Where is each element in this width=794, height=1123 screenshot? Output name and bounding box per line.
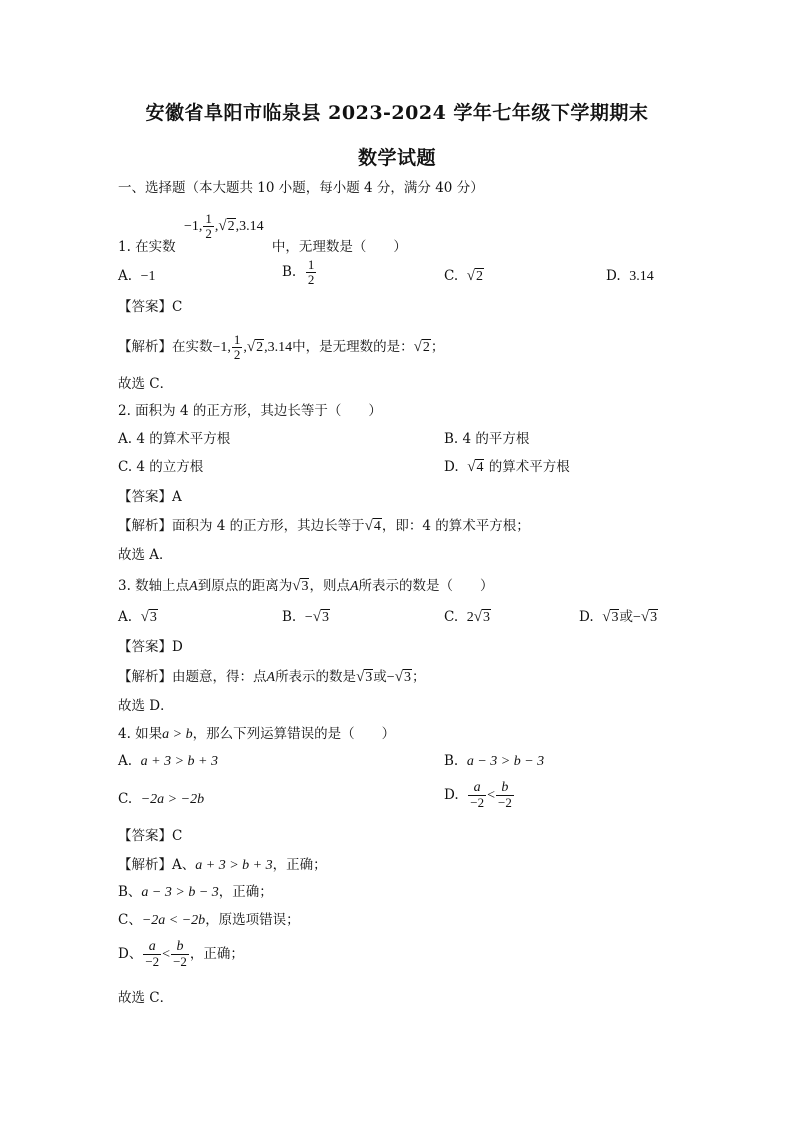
q4-an-a-prefix: 【解析】A、: [118, 857, 196, 873]
q4-an-d-den1: −2: [145, 954, 160, 969]
q3-analysis-rad1: 3: [365, 670, 373, 685]
q1-b-label: B.: [282, 264, 297, 280]
q1-b-den: 2: [307, 272, 315, 287]
q1-option-b: [282, 258, 317, 287]
q3-option-b: B. −√3: [282, 609, 329, 625]
q3-analysis-rad2: 3: [403, 670, 411, 685]
q3-analysis-point: A: [266, 670, 276, 685]
q4-analysis-d: [118, 940, 244, 969]
section-heading: 一、选择题（本大题共 10 小题，每小题 4 分，满分 40 分）: [118, 180, 484, 196]
q2-analysis-rad: 4: [373, 519, 381, 534]
q2-analysis: 【解析】面积为 4 的正方形，其边长等于√4，即：4 的算术平方根；: [118, 518, 530, 534]
q4-analysis-a: [118, 855, 327, 876]
q4-an-d-prefix: D、: [118, 946, 143, 962]
q3-stem-c: ，则点: [309, 578, 350, 594]
q1-answer: 【答案】C: [118, 299, 183, 315]
q1-a-label: A.: [118, 268, 133, 284]
q1-half-den: 2: [205, 226, 212, 241]
q3-d-neg: −: [632, 610, 641, 625]
q2-option-d: D. √4 的算术平方根: [444, 459, 570, 475]
q4-an-a-expr: a + 3 > b + 3: [195, 858, 273, 873]
q3-analysis: 【解析】由题意，得：点A所表示的数是√3或−√3；: [118, 669, 426, 685]
q1-option-a: [118, 266, 156, 287]
q2-option-b: B. 4 的平方根: [444, 431, 530, 447]
q1-analysis-comma: ,: [243, 340, 247, 355]
q1-c-label: C.: [444, 268, 459, 284]
q4-an-c-prefix: C、: [118, 912, 142, 928]
q2-d-rad: 4: [476, 460, 484, 475]
q1-analysis-result: 2: [422, 340, 430, 355]
q1-analysis-half-den: 2: [233, 347, 241, 362]
q3-option-c: C. 2√3: [444, 609, 490, 625]
q1-analysis-half-num: 1: [233, 332, 241, 347]
q4-an-c-suffix: ，原选项错误；: [205, 912, 300, 928]
q4-d-den1: −2: [470, 795, 485, 810]
q1-a-text: −1: [140, 269, 156, 284]
q4-c-label: C.: [118, 791, 133, 807]
q4-d-label: D.: [444, 787, 459, 803]
q4-a-expr: a + 3 > b + 3: [140, 754, 218, 769]
q3-point-a: A: [189, 579, 198, 594]
question-3-stem: 3. 数轴上点A到原点的距离为√3，则点A所表示的数是（ ）: [118, 578, 494, 594]
q3-c-label: C.: [444, 609, 459, 625]
q1-analysis: 【解析】在实数−1, $\frac{1}{2}$ ,√2,3.14中，是无理数的是：√2；: [118, 332, 445, 362]
q4-d-num2: b: [496, 781, 514, 796]
question-4-stem: [118, 724, 395, 745]
q4-an-d-num2: b: [171, 940, 189, 955]
document-title: 安徽省阜阳市临泉县 2023-2024 学年七年级下学期期末: [145, 102, 649, 124]
q3-a-rad: 3: [149, 610, 157, 625]
q1-d-text: 3.14: [629, 269, 654, 284]
q4-b-expr: a − 3 > b − 3: [466, 754, 545, 769]
q4-option-d: [444, 781, 515, 810]
q3-analysis-neg: −: [386, 670, 395, 685]
q4-d-op: <: [487, 788, 495, 803]
q1-set-314: ,3.14: [235, 219, 264, 234]
q3-d-rad1: 3: [611, 610, 619, 625]
q4-b-label: B.: [444, 753, 459, 769]
q3-option-d: D. √3或−√3: [579, 609, 658, 625]
q1-stem-end: 中，无理数是（ ）: [271, 239, 407, 255]
q1-b-num: 1: [307, 257, 315, 272]
q4-an-d-num1: a: [143, 940, 161, 955]
q2-option-a: A. 4 的算术平方根: [118, 431, 231, 447]
q4-a-label: A.: [118, 753, 133, 769]
q4-stem-a: 4. 如果: [118, 726, 163, 742]
q4-an-c-expr: −2a < −2b: [141, 913, 206, 928]
q3-point-a2: A: [349, 579, 359, 594]
q3-d-label: D.: [579, 609, 594, 625]
q3-analysis-a: 【解析】由题意，得：点: [118, 669, 267, 685]
q2-d-label: D.: [444, 459, 459, 475]
q2-conclusion: 故选 A．: [118, 547, 173, 563]
q4-analysis-c: [118, 910, 300, 931]
q3-b-label: B.: [282, 609, 297, 625]
q1-set-sqrt2: √2: [218, 218, 235, 234]
q3-analysis-c: ；: [411, 669, 426, 685]
q3-conclusion: 故选 D．: [118, 698, 174, 714]
q1-d-label: D.: [606, 268, 621, 284]
q1-sqrt2-arg: 2: [227, 219, 235, 234]
q1-analysis-314: ,3.14: [264, 340, 293, 355]
q4-answer: 【答案】C: [118, 828, 183, 844]
q1-analysis-sqrt2-arg: 2: [256, 340, 264, 355]
q1-set-comma: ,: [214, 219, 219, 234]
q4-analysis-b: [118, 882, 273, 903]
q4-d-num1: a: [468, 781, 486, 796]
q4-an-d-suffix: ，正确；: [189, 946, 244, 962]
q1-c-rad: 2: [475, 269, 483, 284]
q4-an-a-suffix: ，正确；: [272, 857, 327, 873]
q3-stem-rad: 3: [301, 579, 309, 594]
question-1-stem: [118, 211, 407, 255]
q1-half-num: 1: [205, 211, 212, 226]
q1-b-frac: [306, 258, 317, 287]
q1-conclusion: 故选 C．: [118, 376, 174, 392]
q4-option-a: [118, 751, 218, 772]
q1-stem-start: 1. 在实数: [118, 239, 176, 255]
q2-option-c: C. 4 的立方根: [118, 459, 204, 475]
q3-c-rad: 3: [482, 610, 490, 625]
q2-analysis-end: ，即：4 的算术平方根；: [381, 518, 530, 534]
q3-d-or: 或: [619, 609, 633, 625]
q1-analysis-start: 【解析】在实数: [118, 339, 213, 355]
q4-an-d-op: <: [162, 947, 171, 962]
q3-c-coef: 2: [466, 610, 474, 625]
q4-option-c: [118, 789, 204, 810]
q3-stem-d: 所表示的数是（ ）: [358, 578, 494, 594]
question-2-stem: 2. 面积为 4 的正方形，其边长等于（ ）: [118, 403, 382, 419]
q4-condition: a > b: [162, 727, 193, 742]
q3-stem-b: 到原点的距离为: [197, 578, 293, 594]
q1-option-d: [606, 266, 654, 287]
q3-stem-a: 3. 数轴上点: [118, 578, 190, 594]
q2-answer: 【答案】A: [118, 489, 182, 505]
q4-stem-b: ，那么下列运算错误的是（ ）: [192, 726, 396, 742]
q4-an-b-expr: a − 3 > b − 3: [141, 885, 219, 900]
q3-d-rad2: 3: [650, 610, 658, 625]
q1-option-c: C. √2: [444, 268, 483, 284]
q1-analysis-end: ；: [430, 339, 445, 355]
q3-b-neg: −: [304, 610, 313, 625]
document-subtitle: 数学试题: [357, 147, 436, 169]
q3-b-rad: 3: [321, 610, 329, 625]
q4-an-b-suffix: ，正确；: [218, 884, 273, 900]
q1-analysis-mid: 中，是无理数的是：: [292, 339, 414, 355]
q2-analysis-start: 【解析】面积为 4 的正方形，其边长等于: [118, 518, 365, 534]
q3-a-label: A.: [118, 609, 133, 625]
q4-option-b: [444, 751, 544, 772]
q1-number-set: [184, 212, 264, 241]
q4-an-b-prefix: B、: [118, 884, 142, 900]
q3-answer: 【答案】D: [118, 639, 183, 655]
q3-analysis-or: 或: [373, 669, 387, 685]
q4-c-expr: −2a > −2b: [140, 792, 205, 807]
q1-analysis-neg-one: −1,: [212, 340, 231, 355]
q1-set-half: [203, 212, 214, 241]
q3-option-a: A. √3: [118, 609, 157, 625]
q2-d-after: 的算术平方根: [488, 459, 570, 475]
q4-d-den2: −2: [497, 795, 512, 810]
q1-set-neg-one: −1,: [183, 219, 203, 234]
q4-an-d-den2: −2: [173, 954, 187, 969]
q4-conclusion: 故选 C．: [118, 990, 174, 1006]
q3-analysis-b: 所表示的数是: [275, 669, 357, 685]
